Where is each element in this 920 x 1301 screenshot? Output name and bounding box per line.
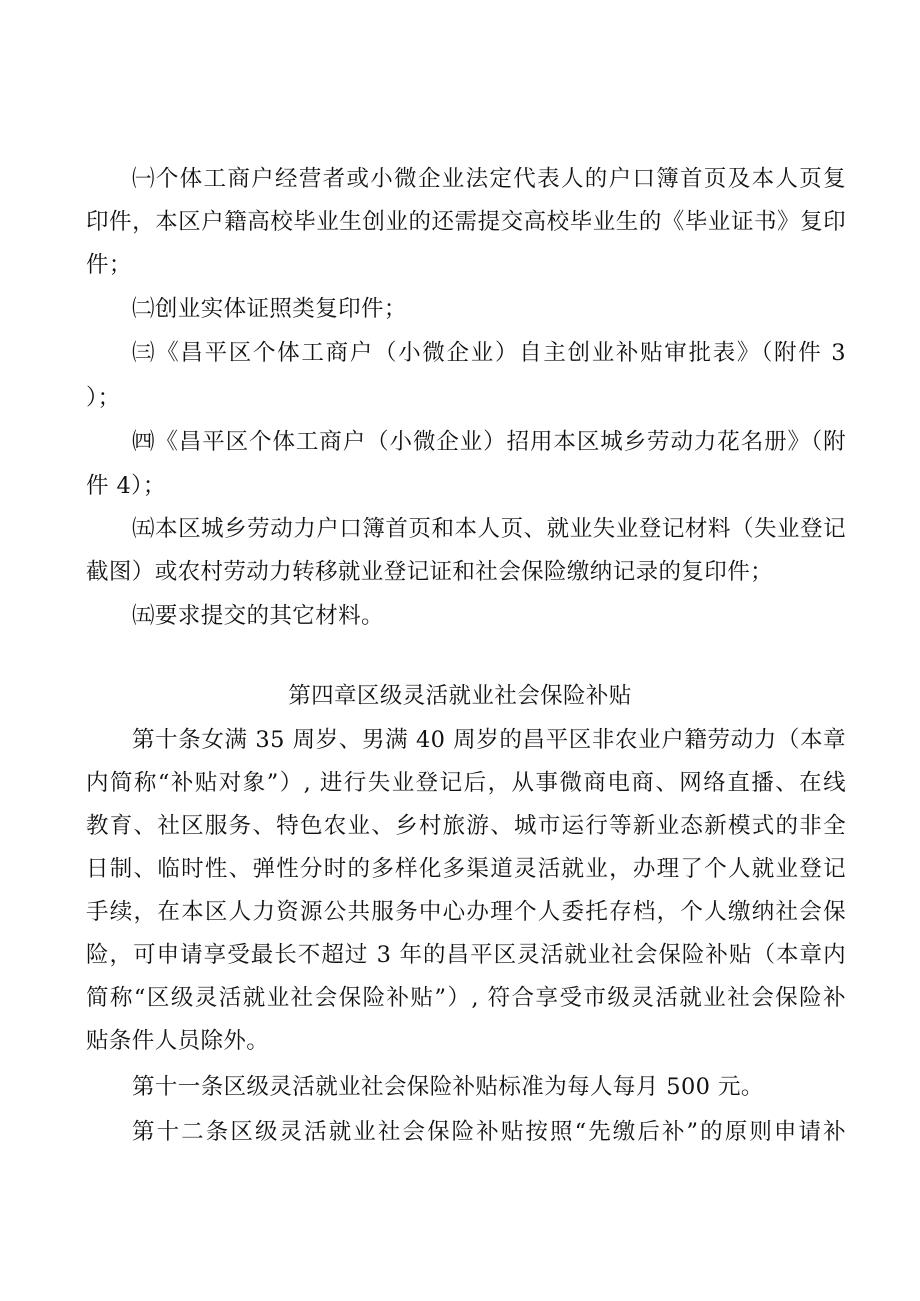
article-10-line-2: 内简称“补贴对象”）, 进行失业登记后，从事微商电商、网络直播、在线 (86, 770, 846, 796)
article-10-line-6: 险，可申请享受最长不超过 3 年的昌平区灵活就业社会保险补贴（本章内 (86, 942, 846, 968)
article-10-line-1: 第十条女满 35 周岁、男满 40 周岁的昌平区非农业户籍劳动力（本章 (132, 727, 846, 753)
article-10-line-5: 手续，在本区人力资源公共服务中心办理个人委托存档，个人缴纳社会保 (86, 899, 846, 925)
item-6-line-1: ㈤要求提交的其它材料。 (132, 603, 384, 629)
article-10-line-3: 教育、社区服务、特色农业、乡村旅游、城市运行等新业态新模式的非全 (86, 813, 846, 839)
article-12-line-1: 第十二条区级灵活就业社会保险补贴按照“先缴后补”的原则申请补 (132, 1119, 846, 1145)
item-3-line-1: ㈢《昌平区个体工商户（小微企业）自主创业补贴审批表》（附件 3 (132, 340, 846, 366)
article-11-line-1: 第十一条区级灵活就业社会保险补贴标准为每人每月 500 元。 (132, 1074, 764, 1100)
item-4-line-2: 件 4）； (86, 473, 166, 499)
article-10-line-8: 贴条件人员除外。 (86, 1028, 270, 1054)
item-1-line-1: ㈠个体工商户经营者或小微企业法定代表人的户口簿首页及本人页复 (132, 166, 846, 192)
article-10-line-7: 简称“区级灵活就业社会保险补贴”）, 符合享受市级灵活就业社会保险补 (86, 985, 846, 1011)
item-4-line-1: ㈣《昌平区个体工商户（小微企业）招用本区城乡劳动力花名册》（附 (132, 429, 846, 455)
article-10-line-4: 日制、临时性、弹性分时的多样化多渠道灵活就业，办理了个人就业登记 (86, 856, 846, 882)
item-3-line-2: ）； (86, 385, 121, 411)
item-1-line-2: 印件，本区户籍高校毕业生创业的还需提交高校毕业生的《毕业证书》复印 (86, 209, 846, 235)
item-5-line-1: ㈤本区城乡劳动力户口簿首页和本人页、就业失业登记材料（失业登记 (132, 516, 846, 542)
item-2-line-1: ㈡创业实体证照类复印件； (132, 296, 407, 322)
item-1-line-3: 件； (86, 252, 132, 278)
item-5-line-2: 截图）或农村劳动力转移就业登记证和社会保险缴纳记录的复印件； (86, 559, 774, 585)
chapter-heading: 第四章区级灵活就业社会保险补贴 (288, 683, 632, 709)
